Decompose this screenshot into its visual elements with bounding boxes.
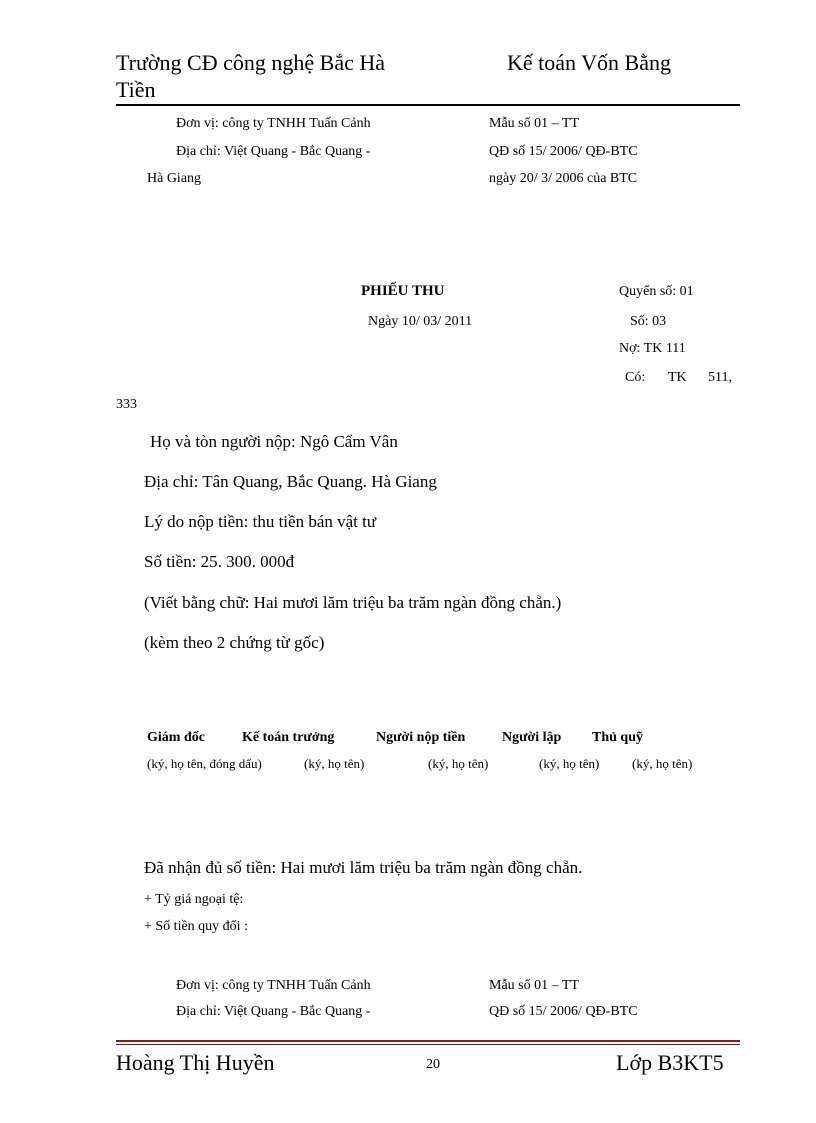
footer-rule-top bbox=[116, 1040, 740, 1042]
amount: Số tiền: 25. 300. 000đ bbox=[144, 552, 295, 571]
decision-date: ngày 20/ 3/ 2006 của BTC bbox=[489, 171, 638, 186]
header-school-line2: Tiền bbox=[116, 77, 156, 102]
sign-note-preparer: (ký, họ tên) bbox=[539, 756, 600, 771]
sign-role-cashier: Thủ quỹ bbox=[592, 730, 643, 745]
attachments: (kèm theo 2 chứng từ gốc) bbox=[144, 633, 325, 652]
header-rule bbox=[116, 104, 740, 106]
next-unit-name: Đơn vị: công ty TNHH Tuấn Cảnh bbox=[176, 978, 371, 993]
footer-class: Lớp B3KT5 bbox=[616, 1050, 724, 1075]
amount-in-words: (Viết bằng chữ: Hai mươi lăm triệu ba trăm ngàn đồng chẵn.) bbox=[144, 593, 562, 612]
next-block-clipped-lines bbox=[176, 1000, 736, 1019]
form-number: Mẫu số 01 – TT bbox=[489, 116, 579, 131]
unit-name: Đơn vị: công ty TNHH Tuấn Cảnh bbox=[176, 116, 371, 131]
received-amount: Đã nhận đủ số tiền: Hai mươi lăm triệu ba trăm ngàn đồng chẵn. bbox=[144, 858, 583, 877]
credit-account-511: 511, bbox=[708, 370, 732, 385]
page-number: 20 bbox=[426, 1057, 440, 1072]
footer-rule-bottom bbox=[116, 1044, 740, 1045]
unit-address-line2: Hà Giang bbox=[147, 171, 202, 186]
sign-note-payer: (ký, họ tên) bbox=[428, 756, 489, 771]
payment-reason: Lý do nộp tiền: thu tiền bán vật tư bbox=[144, 512, 377, 531]
sign-role-payer: Người nộp tiền bbox=[376, 730, 466, 745]
sign-role-preparer: Người lập bbox=[502, 730, 562, 745]
debit-account: Nợ: TK 111 bbox=[619, 341, 686, 356]
payer-name: Họ và tòn người nộp: Ngô Cẩm Vân bbox=[150, 432, 398, 451]
footer-name: Hoàng Thị Huyền bbox=[116, 1050, 275, 1075]
sign-note-chief-accountant: (ký, họ tên) bbox=[304, 756, 365, 771]
header-school-line1: Trường CĐ công nghệ Bắc Hà bbox=[116, 50, 385, 75]
credit-account-333: 333 bbox=[116, 397, 137, 412]
credit-account-label: Có: bbox=[625, 370, 646, 385]
next-unit-address-partial: Địa chỉ: Việt Quang - Bắc Quang - bbox=[176, 1004, 371, 1019]
sign-role-director: Giám đốc bbox=[147, 730, 205, 745]
unit-address-line1: Địa chỉ: Việt Quang - Bắc Quang - bbox=[176, 144, 371, 159]
sign-note-cashier: (ký, họ tên) bbox=[632, 756, 693, 771]
exchange-rate: + Tỷ giá ngoại tệ: bbox=[144, 892, 244, 907]
next-decision-partial: QĐ số 15/ 2006/ QĐ-BTC bbox=[489, 1004, 638, 1019]
receipt-number: Số: 03 bbox=[630, 314, 667, 329]
decision-number: QĐ số 15/ 2006/ QĐ-BTC bbox=[489, 144, 638, 159]
receipt-date: Ngày 10/ 03/ 2011 bbox=[368, 314, 473, 329]
receipt-title: PHIẾU THU bbox=[361, 283, 445, 299]
header-author: Kế toán Vốn Bằng bbox=[507, 50, 671, 75]
credit-account-tk: TK bbox=[668, 370, 687, 385]
next-form-number: Mẫu số 01 – TT bbox=[489, 978, 579, 993]
converted-amount: + Số tiền quy đổi : bbox=[144, 919, 248, 934]
sign-role-chief-accountant: Kế toán trưởng bbox=[242, 730, 335, 745]
book-number: Quyển số: 01 bbox=[619, 284, 694, 299]
payer-address: Địa chỉ: Tân Quang, Bắc Quang. Hà Giang bbox=[144, 472, 437, 491]
sign-note-director: (ký, họ tên, đóng dấu) bbox=[147, 756, 262, 771]
